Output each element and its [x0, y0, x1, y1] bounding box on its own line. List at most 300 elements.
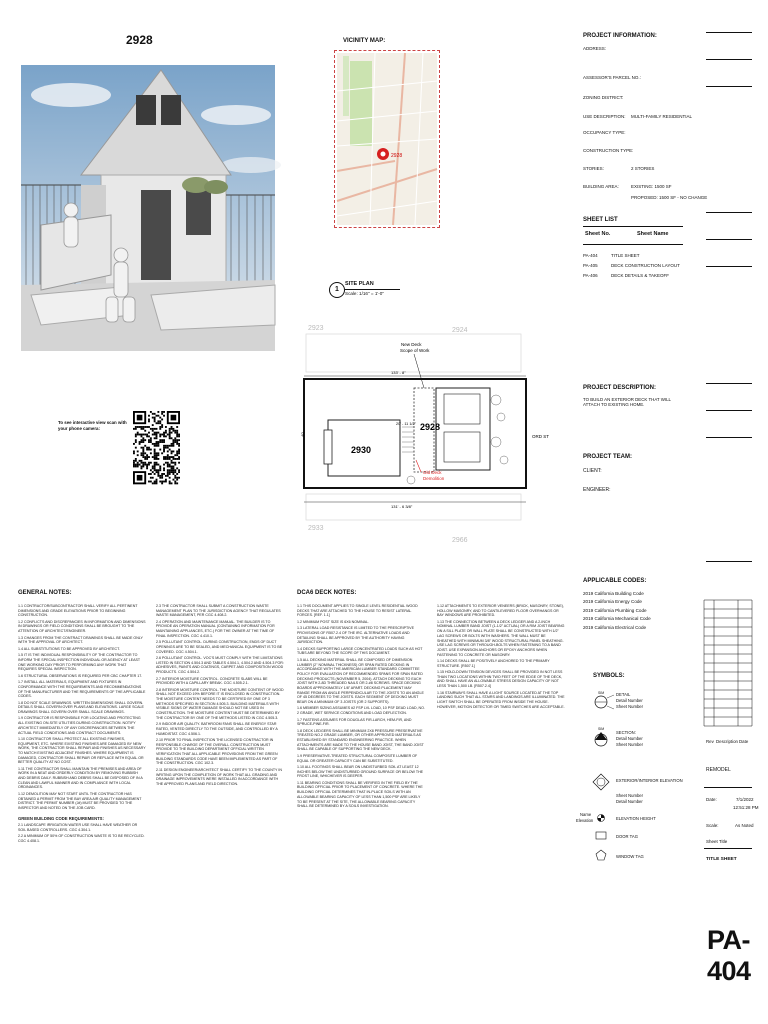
- qr-module: [150, 411, 152, 413]
- title-block-line: [706, 561, 752, 562]
- qr-module: [163, 481, 165, 483]
- qr-module: [141, 447, 143, 449]
- svg-text:Sheet Number: Sheet Number: [616, 793, 643, 798]
- qr-module: [154, 464, 156, 466]
- qr-module: [144, 430, 146, 432]
- qr-module: [176, 426, 178, 428]
- qr-module: [146, 456, 148, 458]
- code-item: 2019 California Energy Code: [583, 599, 642, 605]
- qr-module: [169, 466, 171, 468]
- qr-module: [176, 435, 178, 437]
- qr-module: [167, 473, 169, 475]
- qr-module: [163, 469, 165, 471]
- qr-module: [171, 450, 173, 452]
- old-deck-label-2: Demolition: [423, 476, 445, 481]
- qr-module: [178, 449, 180, 451]
- title-block-line: [706, 59, 752, 60]
- qr-module: [171, 432, 173, 434]
- note-paragraph: 1.11 BEARING CONDITIONS SHALL BE VERIFIED IN THE FIELD BY THE BUILDING OFFICIAL PRIOR TO PLACEMENT OF CONCRETE. WHERE THE BUILDING OFFICIAL DETERMINES THAT IN-PLACE SOILS WITH AN ALLOWABLE BEARING CAPACITY OF LESS THAN 1,500 PSF ARE LIKELY TO BE PRESENT AT THE SITE, THE ALLOWABLE BEARING CAPACITY SHALL BE DETERMINED BY A SOILS INVESTIGATION.: [297, 780, 423, 809]
- qr-module: [174, 471, 176, 473]
- note-paragraph: 1.5 IT IS THE INDIVIDUAL RESPONSIBILITY OF THE CONTRACTOR TO INFORM THE SPECIAL INSPECTION INDIVIDUAL OR AGENCY AT LEAST ONE WORKING DAY PRIOR TO PERFORMING ANY WORK THAT REQUIRES SPECIAL INSPECTION.: [18, 653, 141, 672]
- project-info-label: CONSTRUCTION TYPE:: [583, 148, 634, 153]
- title-block-line: [706, 266, 752, 267]
- qr-module: [172, 428, 174, 430]
- qr-module: [157, 441, 159, 443]
- qr-module: [167, 469, 169, 471]
- svg-text:SECTION:: SECTION:: [616, 730, 636, 735]
- date-value: 7/1/2022: [736, 797, 754, 802]
- svg-text:Sheet Number: Sheet Number: [616, 704, 643, 709]
- qr-module: [133, 443, 135, 445]
- qr-module: [157, 415, 159, 417]
- qr-module: [167, 450, 169, 452]
- code-item: 2019 California Electrical Code: [583, 624, 647, 630]
- project-info-label: ADDRESS:: [583, 46, 607, 51]
- qr-module: [152, 477, 154, 479]
- qr-module: [178, 462, 180, 464]
- qr-module: [154, 420, 156, 422]
- note-paragraph: 2.9 INDOOR AIR QUALITY. BATHROOM FANS SHALL BE ENERGY STAR RATED, VENTED DIRECTLY TO THE OUTSIDE, AND CONTROLLED BY A HUMIDISTAT. CGC 4.506.1.: [156, 722, 278, 736]
- qr-module: [142, 450, 144, 452]
- qr-module: [176, 479, 178, 481]
- qr-code[interactable]: [133, 411, 180, 486]
- note-paragraph: 2.8 INTERIOR MOISTURE CONTROL. THE MOISTURE CONTENT OF WOOD SHALL NOT EXCEED 19% BEFORE IT IS ENCLOSED IN CONSTRUCTION. THE MOISTURE CONTENT NEEDS TO BE CERTIFIED BY ONE OF 3 METHODS SPECIFIED IN SECTION 4.505.3. BUILDING MATERIALS WITH VISIBLE SIGNS OF WATER DAMAGE SHOULD NOT BE USED IN CONSTRUCTION. THE MOISTURE CONTENT MUST BE DETERMINED BY THE CONTRACTOR BY ONE OF THE METHODS LISTED IN CGC 4.505.3.: [156, 687, 284, 720]
- qr-module: [154, 417, 156, 419]
- qr-module: [171, 452, 173, 454]
- qr-module: [161, 481, 163, 483]
- qr-finder: [137, 415, 143, 421]
- scale-label: Scale:: [706, 823, 719, 828]
- qr-module: [163, 435, 165, 437]
- qr-module: [157, 473, 159, 475]
- svg-text:Elevation: Elevation: [576, 818, 594, 823]
- qr-module: [133, 450, 135, 452]
- sheet-list-title: SHEET LIST: [583, 217, 618, 223]
- qr-module: [156, 479, 158, 481]
- svg-text:Detail Number: Detail Number: [616, 698, 643, 703]
- qr-module: [154, 413, 156, 415]
- qr-module: [148, 420, 150, 422]
- qr-module: [148, 447, 150, 449]
- qr-module: [163, 464, 165, 466]
- qr-module: [167, 447, 169, 449]
- qr-module: [142, 428, 144, 430]
- qr-module: [156, 415, 158, 417]
- lot-label-2930: 2930: [351, 445, 372, 455]
- title-block-line: [706, 32, 752, 33]
- deck-notes-title: DCA6 DECK NOTES:: [297, 590, 357, 596]
- sheet-title: TITLE SHEET: [706, 857, 737, 862]
- qr-module: [169, 449, 171, 451]
- qr-module: [144, 456, 146, 458]
- qr-module: [165, 481, 167, 483]
- qr-module: [148, 464, 150, 466]
- qr-module: [148, 456, 150, 458]
- qr-module: [152, 413, 154, 415]
- qr-module: [133, 466, 135, 468]
- note-paragraph: 2.11 DESIGN ENGINEER/ARCHITECT SHALL CERTIFY TO THE COUNTY IN WRITING UPON THE COMPLETION OF WORK THAT ALL GRADING AND DRAINAGE IMPROVEMENTS WERE INSTALLED IN ACCORDANCE WITH THE APPROVED PLANS AND FIELD DIRECTION.: [156, 767, 282, 786]
- window-tag-icon: [596, 850, 606, 860]
- qr-module: [156, 481, 158, 483]
- qr-module: [178, 452, 180, 454]
- svg-text:WINDOW TAG: WINDOW TAG: [616, 854, 644, 859]
- qr-module: [159, 435, 161, 437]
- qr-module: [163, 441, 165, 443]
- general-notes-col-1: [18, 604, 146, 845]
- qr-module: [141, 454, 143, 456]
- qr-module: [178, 456, 180, 458]
- code-item: 2019 California Mechanical Code: [583, 616, 651, 622]
- qr-module: [157, 464, 159, 466]
- qr-module: [154, 449, 156, 451]
- project-info-title: PROJECT INFORMATION:: [583, 33, 657, 39]
- qr-module: [163, 434, 165, 436]
- note-paragraph: 1.9 CONTRACTOR IS RESPONSIBLE FOR LOCATING AND PROTECTING ALL EXISTING ON-SITE UTILITIES DURING CONSTRUCTION. NOTIFY ARCHITECT IMMEDIATELY OF ANY DISCREPANCIES BETWEEN THE ACTUAL FIELD CONDITIONS AND CONTRACT DOCUMENTS.: [18, 716, 141, 735]
- qr-module: [139, 464, 141, 466]
- qr-module: [152, 428, 154, 430]
- qr-module: [137, 426, 139, 428]
- qr-module: [144, 462, 146, 464]
- qr-module: [159, 422, 161, 424]
- qr-module: [163, 449, 165, 451]
- qr-module: [171, 445, 173, 447]
- qr-module: [159, 417, 161, 419]
- project-team-engineer: ENGINEER:: [583, 487, 611, 493]
- qr-module: [174, 462, 176, 464]
- qr-module: [148, 481, 150, 483]
- qr-module: [163, 456, 165, 458]
- qr-module: [174, 475, 176, 477]
- sheet-list-number: PA-405: [583, 263, 598, 268]
- note-paragraph: 1.5 ALL DECKING MATERIAL SHALL BE COMPOSED OF DIMENSION LUMBER (2" NOMINAL THICKNESS) OR SPAN RATED DECKING IN ACCORDANCE WITH THE AMERICAN LUMBER STANDARD COMMITTEE POLICY FOR EVALUATION OF RECOMMENDED SPANS FOR SPAN RATED DECKING PRODUCTS (NOVEMBER 5, 2004). ATTACH DECKING TO EACH JOIST WITH 2-8D THREADED NAILS OR 2-#8 SCREWS. SPACE DECKING BOARDS APPROXIMATELY 1/8" APART. DECKING PLACEMENT MAY RANGE FROM AN ANGLE PERPENDICULAR TO THE JOISTS TO AN ANGLE OF 45 DEGREES TO THE JOISTS. EACH SEGMENT OF DECKING MUST BEAR ON A MINIMUM OF 3 JOISTS (OR 2 SUPPORTS).: [297, 657, 424, 704]
- qr-module: [176, 434, 178, 436]
- qr-module: [141, 426, 143, 428]
- qr-module: [165, 479, 167, 481]
- qr-module: [135, 439, 137, 441]
- qr-module: [159, 477, 161, 479]
- qr-module: [163, 450, 165, 452]
- project-description-title: PROJECT DESCRIPTION:: [583, 385, 657, 391]
- title-block-line: [706, 437, 752, 438]
- project-info-value: 2 STORIES: [631, 166, 655, 171]
- note-paragraph: 1.11 THE CONTRACTOR SHALL MAINTAIN THE PREMISES AND AREA OF WORK IN A NEAT AND ORDERLY CONDITION BY REMOVING RUBBISH AND DEBRIS DAILY. RUBBISH AND DEBRIS SHALL BE DISPOSED OF IN A CLEAN AND LAWFUL MANNER AND IN COMPLIANCE WITH LOCAL ORDINANCES.: [18, 766, 143, 790]
- qr-module: [167, 464, 169, 466]
- qr-module: [174, 432, 176, 434]
- note-paragraph: 2.7 INTERIOR MOISTURE CONTROL. CONCRETE SLABS WILL BE PROVIDED WITH A CAPILLARY BREAK. CGC 4.505.2.1.: [156, 676, 268, 686]
- qr-module: [137, 434, 139, 436]
- qr-module: [154, 450, 156, 452]
- green-building-title: GREEN BUILDING CODE REQUIREMENTS:: [18, 815, 104, 821]
- qr-module: [146, 449, 148, 451]
- svg-text:SIM: SIM: [598, 727, 605, 731]
- qr-module: [178, 450, 180, 452]
- qr-module: [157, 422, 159, 424]
- qr-module: [161, 482, 163, 484]
- qr-module: [157, 469, 159, 471]
- note-paragraph: 1.6 STRUCTURAL OBSERVATIONS IS REQUIRED PER CBC CHAPTER 17.: [18, 673, 143, 678]
- qr-module: [169, 477, 171, 479]
- qr-module: [171, 456, 173, 458]
- qr-module: [141, 467, 143, 469]
- note-paragraph: 1.12 DEMOLITION MAY NOT START UNTIL THE CONTRACTOR HAS OBTAINED A PERMIT FROM THE BAY AREA AIR QUALITY MANAGEMENT DISTRICT. THE PERMIT NUMBER (J#) MUST BE PROVIDED TO THE INSPECTOR AND NOTED ON THE JOB CARD.: [18, 791, 142, 810]
- qr-module: [148, 419, 150, 421]
- qr-module: [135, 441, 137, 443]
- qr-module: [159, 441, 161, 443]
- qr-module: [176, 454, 178, 456]
- qr-module: [156, 458, 158, 460]
- qr-module: [165, 456, 167, 458]
- vicinity-pin-label: 2928: [391, 153, 403, 159]
- qr-module: [142, 454, 144, 456]
- title-block-line: [704, 848, 752, 849]
- qr-caption-line-2: your phone camera:: [58, 425, 100, 431]
- qr-module: [176, 441, 178, 443]
- qr-module: [146, 434, 148, 436]
- qr-module: [165, 462, 167, 464]
- project-team-client: CLIENT:: [583, 468, 602, 474]
- qr-module: [144, 452, 146, 454]
- qr-module: [157, 411, 159, 413]
- qr-module: [156, 443, 158, 445]
- qr-module: [135, 458, 137, 460]
- code-item: 2019 California Building Code: [583, 591, 644, 596]
- qr-module: [154, 458, 156, 460]
- street-label: ORD ST: [532, 434, 550, 439]
- qr-module: [152, 443, 154, 445]
- symbols-title: SYMBOLS:: [593, 673, 625, 679]
- qr-module: [150, 473, 152, 475]
- qr-module: [137, 464, 139, 466]
- lot-label-2924: 2924: [452, 327, 468, 334]
- qr-module: [154, 445, 156, 447]
- render-illustration: [21, 65, 275, 351]
- note-paragraph: 2.5 POLLUTANT CONTROL. DURING CONSTRUCTION, ENDS OF DUCT OPENINGS ARE TO BE SEALED, AND MECHANICAL EQUIPMENT IS TO BE COVERED. CGC 4.504.1.: [156, 640, 283, 654]
- qr-module: [169, 464, 171, 466]
- qr-module: [150, 481, 152, 483]
- qr-module: [152, 430, 154, 432]
- qr-module: [157, 443, 159, 445]
- qr-module: [161, 426, 163, 428]
- qr-module: [144, 445, 146, 447]
- qr-module: [154, 482, 156, 484]
- note-paragraph: 2.1 LANDSCAPE IRRIGATION WATER USE SHALL HAVE WEATHER OR SOIL BASED CONTROLLERS. CGC 4.304.1.: [18, 822, 138, 832]
- qr-module: [156, 434, 158, 436]
- qr-module: [171, 460, 173, 462]
- vicinity-map-graphic: [335, 51, 439, 227]
- project-name: REMODEL: [706, 767, 731, 773]
- qr-module: [133, 428, 135, 430]
- qr-module: [174, 458, 176, 460]
- title-block-line: [704, 787, 752, 788]
- qr-module: [148, 415, 150, 417]
- qr-module: [137, 466, 139, 468]
- qr-module: [161, 473, 163, 475]
- note-paragraph: 2.2 A MINIMUM OF 50% OF CONSTRUCTION WASTE IS TO BE RECYCLED. CGC 4.408.1.: [18, 834, 145, 843]
- qr-module: [142, 441, 144, 443]
- qr-module: [141, 439, 143, 441]
- qr-module: [161, 434, 163, 436]
- qr-module: [157, 445, 159, 447]
- qr-module: [144, 458, 146, 460]
- qr-module: [139, 426, 141, 428]
- note-paragraph: 1.15 HOLD-DOWN TENSION DEVICES SHALL BE PROVIDED IN NOT LESS THAN TWO LOCATIONS WITHIN TWO FEET OF THE EDGE OF THE DECK, AND SHALL HAVE AN ALLOWABLE STRESS DESIGN CAPACITY OF NOT LESS THAN 1,500 LB. [R507.2.4]: [437, 670, 563, 689]
- sheet-list-col-no: Sheet No.: [585, 231, 611, 237]
- qr-module: [161, 413, 163, 415]
- qr-module: [178, 477, 180, 479]
- qr-module: [178, 434, 180, 436]
- note-paragraph: 1.10 ALL FOOTINGS SHALL BEAR ON UNDISTURBED SOIL AT LEAST 12 INCHES BELOW THE UNDISTURBED GROUND SURFACE OR BELOW THE FROST LINE, WHICHEVER IS DEEPER.: [297, 765, 424, 779]
- rev-header-rev: Rev: [706, 739, 714, 744]
- qr-module: [150, 449, 152, 451]
- qr-module: [163, 411, 165, 413]
- project-info-label: BUILDING AREA:: [583, 184, 619, 189]
- sheet-list-header: [583, 226, 683, 245]
- qr-module: [161, 441, 163, 443]
- qr-module: [133, 462, 135, 464]
- qr-module: [163, 445, 165, 447]
- qr-module: [178, 471, 180, 473]
- qr-module: [169, 430, 171, 432]
- qr-module: [163, 467, 165, 469]
- qr-module: [161, 419, 163, 421]
- project-info-label: OCCUPANCY TYPE:: [583, 130, 626, 135]
- qr-module: [156, 462, 158, 464]
- qr-module: [165, 445, 167, 447]
- qr-module: [172, 441, 174, 443]
- note-paragraph: 1.16 STAIRWAYS SHALL HAVE A LIGHT SOURCE LOCATED AT THE TOP LANDING SUCH THAT ALL STAIRS AND LANDINGS ARE ILLUMINATED. THE LIGHT SWITCH SHALL BE OPERATED FROM INSIDE THE HOUSE. HOWEVER, MOTION DETECTOR OR TIMED SWITCHES ARE ACCEPTABLE.: [437, 690, 565, 709]
- note-paragraph: 1.13 THE CONNECTION BETWEEN A DECK LEDGER AND A 2-INCH NOMINAL LUMBER BAND JOIST (1-1/2" ACTUAL) OR A RIM JOIST BEARING ON A SILL PLATE OR WALL PLATE SHALL BE CONSTRUCTED WITH 1/2" LAG SCREWS OR BOLTS WITH WASHERS. THE WALL MUST BE SHEATHED WITH MINIMUM 3/8" WOOD STRUCTURAL PANEL SHEATHING. USE LAG SCREWS OR THROUGH-BOLTS WHEN FASTENING TO A BAND JOIST. USE EXPANSION ANCHORS OR EPOXY ANCHORS WHEN FASTENING TO CONCRETE OR MASONRY.: [437, 619, 565, 657]
- title-block-line: [706, 383, 752, 384]
- qr-module: [169, 437, 171, 439]
- qr-module: [171, 482, 173, 484]
- qr-module: [141, 452, 143, 454]
- qr-module: [167, 466, 169, 468]
- qr-module: [178, 439, 180, 441]
- qr-module: [142, 452, 144, 454]
- note-paragraph: 1.6 MEMBER SIZING ASSUMES #2 FSP LVL LOAD, 10 PSF DEAD LOAD, NO. 2 GRADE, WET SERVICE CONDITIONS AND LOAD DEFLECTION.: [297, 706, 425, 716]
- qr-module: [178, 435, 180, 437]
- dim-bottom: 131' - 6 3/8": [391, 504, 413, 509]
- title-block-line: [706, 212, 752, 213]
- qr-module: [167, 434, 169, 436]
- vicinity-map: [334, 50, 440, 228]
- time-value: 12:51:28 PM: [733, 805, 759, 810]
- qr-module: [174, 454, 176, 456]
- qr-module: [154, 452, 156, 454]
- qr-module: [176, 482, 178, 484]
- site-plan-drawing: [296, 312, 550, 544]
- qr-module: [174, 464, 176, 466]
- scale-value: As Noted: [735, 823, 754, 828]
- qr-module: [169, 428, 171, 430]
- qr-module: [154, 456, 156, 458]
- qr-module: [144, 464, 146, 466]
- qr-module: [176, 432, 178, 434]
- qr-module: [157, 475, 159, 477]
- qr-module: [169, 434, 171, 436]
- qr-module: [161, 411, 163, 413]
- qr-module: [161, 477, 163, 479]
- qr-module: [150, 462, 152, 464]
- qr-module: [142, 456, 144, 458]
- qr-module: [150, 439, 152, 441]
- qr-module: [146, 464, 148, 466]
- door-tag-icon: [596, 832, 606, 839]
- qr-module: [146, 466, 148, 468]
- qr-module: [150, 437, 152, 439]
- qr-module: [152, 467, 154, 469]
- qr-module: [159, 434, 161, 436]
- qr-module: [144, 434, 146, 436]
- qr-module: [148, 441, 150, 443]
- qr-module: [156, 469, 158, 471]
- note-paragraph: 1.2 CONFLICTS AND DISCREPANCIES IN INFORMATION AND DIMENSIONS IN DRAWINGS OR FIELD CONDITIONS SHALL BE BROUGHT TO THE ATTENTION OF ARCHITECT/ENGINEER.: [18, 619, 146, 634]
- qr-module: [169, 473, 171, 475]
- qr-module: [156, 456, 158, 458]
- qr-module: [174, 481, 176, 483]
- qr-module: [171, 443, 173, 445]
- qr-module: [142, 434, 144, 436]
- qr-module: [133, 464, 135, 466]
- project-info-label: USE DESCRIPTION:: [583, 114, 626, 119]
- qr-module: [142, 439, 144, 441]
- qr-module: [156, 422, 158, 424]
- qr-module: [150, 441, 152, 443]
- qr-module: [161, 452, 163, 454]
- qr-module: [159, 449, 161, 451]
- qr-module: [159, 475, 161, 477]
- qr-module: [135, 434, 137, 436]
- qr-module: [154, 443, 156, 445]
- svg-text:DETAIL: DETAIL: [616, 692, 631, 697]
- qr-module: [161, 475, 163, 477]
- title-block-line: [706, 86, 752, 87]
- qr-module: [156, 432, 158, 434]
- qr-module: [141, 428, 143, 430]
- qr-module: [165, 430, 167, 432]
- sheet-list-name: DECK DETAILS & TAKEOFF: [611, 273, 670, 278]
- qr-module: [176, 452, 178, 454]
- qr-module: [156, 464, 158, 466]
- svg-text:Detail Number: Detail Number: [616, 736, 643, 741]
- note-paragraph: 1.8 DO NOT SCALE DRAWINGS. WRITTEN DIMENSIONS SHALL GOVERN. DETAILS SHALL GOVERN OVER PLANS AND ELEVATIONS. LARGE SCALE DRAWINGS SHALL GOVERN OVER SMALL SCALE DRAWINGS.: [18, 700, 144, 715]
- qr-module: [142, 437, 144, 439]
- qr-module: [169, 471, 171, 473]
- qr-module: [157, 420, 159, 422]
- qr-module: [139, 460, 141, 462]
- qr-module: [165, 458, 167, 460]
- site-plan-number: 1: [329, 282, 345, 298]
- qr-module: [171, 426, 173, 428]
- qr-module: [172, 439, 174, 441]
- deck-notes-col-2: [437, 604, 565, 711]
- general-notes-col-2: [156, 604, 284, 788]
- qr-module: [172, 456, 174, 458]
- qr-module: [172, 462, 174, 464]
- qr-module: [150, 477, 152, 479]
- note-paragraph: 2.4 OPERATION AND MAINTENANCE MANUAL. THE BUILDER IS TO PROVIDE AN OPERATION MANUAL (CONTAINING INFORMATION FOR MAINTAINING APPLIANCES, ETC.) FOR THE OWNER AT THE TIME OF FINAL INSPECTION. CGC 4.410.1.: [156, 619, 275, 638]
- general-notes-title: GENERAL NOTES:: [18, 590, 72, 596]
- qr-module: [156, 454, 158, 456]
- qr-module: [174, 482, 176, 484]
- qr-module: [169, 481, 171, 483]
- qr-module: [174, 439, 176, 441]
- qr-module: [174, 477, 176, 479]
- qr-module: [157, 454, 159, 456]
- qr-module: [146, 467, 148, 469]
- qr-module: [133, 460, 135, 462]
- qr-module: [152, 466, 154, 468]
